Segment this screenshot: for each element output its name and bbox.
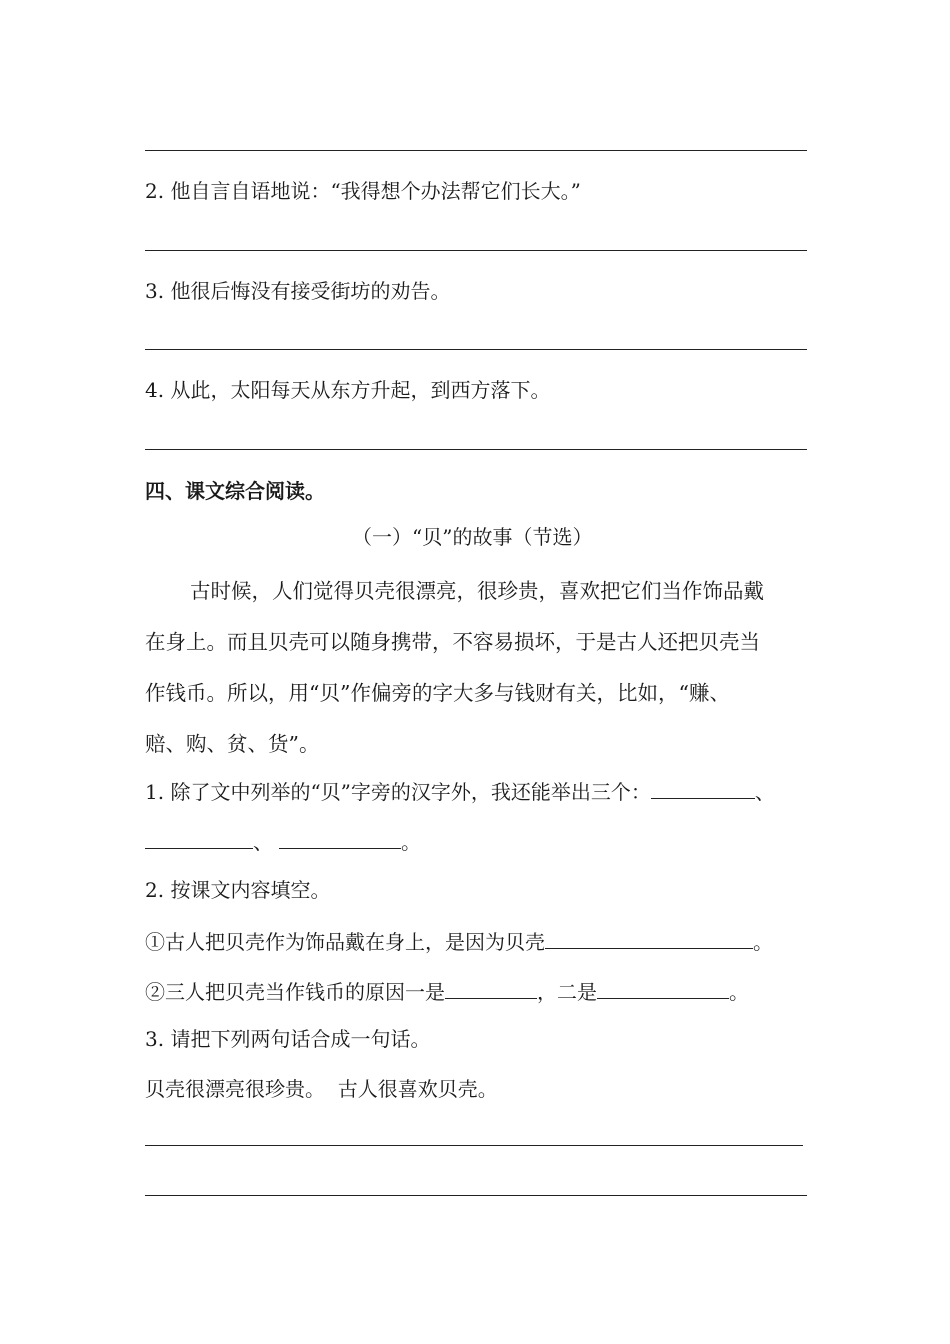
rewrite-item-3: 3. 他很后悔没有接受街坊的劝告。 [145,279,451,303]
question-3-sentences: 贝壳很漂亮很珍贵。 古人很喜欢贝壳。 [145,1077,498,1101]
answer-line[interactable] [145,1145,803,1146]
passage-line: 作钱币。所以，用“贝”作偏旁的字大多与钱财有关，比如，“赚、 [145,681,730,705]
sub2-text: ②三人把贝壳当作钱币的原因一是 [145,980,445,1004]
passage-line: 古时候，人们觉得贝壳很漂亮，很珍贵，喜欢把它们当作饰品戴 [190,579,764,603]
answer-line[interactable] [145,1195,807,1196]
separator: 、 [754,780,775,804]
question-2: 2. 按课文内容填空。 [145,878,331,902]
fill-blank[interactable] [279,826,401,849]
rewrite-item-4: 4. 从此，太阳每天从东方升起，到西方落下。 [145,378,551,402]
end-mark: 。 [729,980,749,1004]
sub1-text: ①古人把贝壳作为饰品戴在身上，是因为贝壳 [145,930,545,954]
answer-line[interactable] [145,250,807,251]
fill-blank[interactable] [545,926,753,949]
question-3: 3. 请把下列两句话合成一句话。 [145,1027,431,1051]
section-heading: 四、课文综合阅读。 [145,479,325,503]
question-2-sub1 [145,926,773,956]
fill-blank[interactable] [145,826,253,849]
fill-blank[interactable] [651,776,755,799]
fill-blank[interactable] [445,976,537,999]
separator: 、 [253,830,273,854]
answer-line[interactable] [145,449,807,450]
sub2-mid: ，二是 [537,980,597,1004]
fill-blank[interactable] [597,976,729,999]
passage-line: 在身上。而且贝壳可以随身携带，不容易损坏，于是古人还把贝壳当 [145,630,760,654]
question-1-continued [145,826,421,856]
passage-title: （一）“贝”的故事（节选） [352,525,593,549]
rewrite-item-2: 2. 他自言自语地说：“我得想个办法帮它们长大。” [145,179,581,203]
answer-line[interactable] [145,349,807,350]
end-mark: 。 [401,830,421,854]
passage-line: 赔、购、贫、货”。 [145,732,320,756]
question-1 [145,776,775,806]
answer-line[interactable] [145,150,807,151]
question-1-text: 1. 除了文中列举的“贝”字旁的汉字外，我还能举出三个： [145,780,651,804]
end-mark: 。 [753,930,773,954]
question-2-sub2 [145,976,749,1006]
